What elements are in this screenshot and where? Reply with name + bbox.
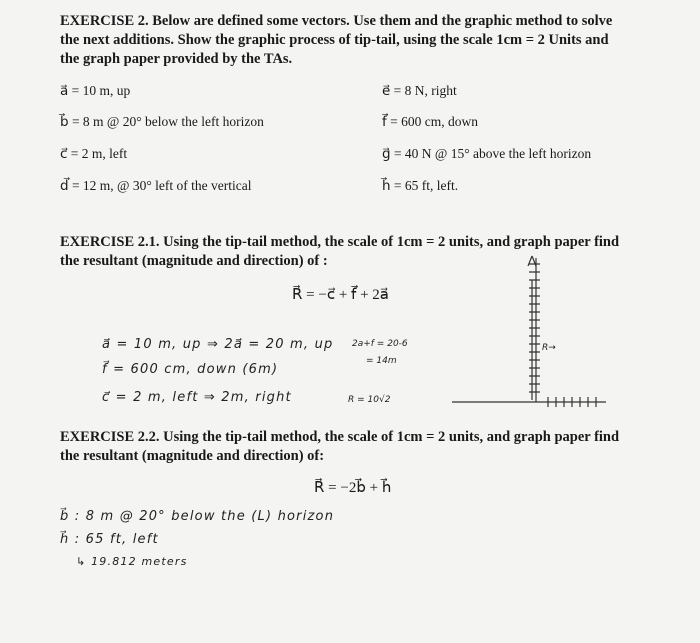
handwritten-f-line: f⃗ = 600 cm, down (6m) xyxy=(102,362,279,377)
graph-label: R→ xyxy=(542,343,556,353)
side-note-result: = 14m xyxy=(366,356,397,366)
exercise-2-line-3: the graph paper provided by the TAs. xyxy=(60,51,293,67)
handwritten-h-line: h⃗ : 65 ft, left xyxy=(60,532,159,547)
handwritten-c-line: c⃗ = 2 m, left ⇒ 2m, right xyxy=(102,390,292,405)
handwritten-b-line: b⃗ : 8 m @ 20° below the (L) horizon xyxy=(60,509,335,524)
exercise-2-1-line-1: EXERCISE 2.1. Using the tip-tail method, the scale of 1cm = 2 units, and graph paper find xyxy=(60,234,620,250)
exercise-2-line-2: the next additions. Show the graphic process of tip-tail, using the scale 1cm = 2 Units and xyxy=(60,32,609,48)
side-note-sum: 2a+f = 20-6 xyxy=(352,339,408,349)
vector-a-def: a⃗ = 10 m, up xyxy=(60,83,131,98)
exercise-2-1-equation: R⃗ = −c⃗ + f⃗ + 2a⃗ xyxy=(292,287,389,303)
vector-b-def: b⃗ = 8 m @ 20° below the left horizon xyxy=(60,114,264,129)
handwritten-a-line: a⃗ = 10 m, up ⇒ 2a⃗ = 20 m, up xyxy=(102,337,334,352)
vector-d-def: d⃗ = 12 m, @ 30° left of the vertical xyxy=(60,178,252,193)
graph-sketch xyxy=(450,252,610,412)
side-note-magnitude: R = 10√2 xyxy=(348,395,391,405)
vector-f-def: f⃗ = 600 cm, down xyxy=(382,114,478,129)
exercise-2-line-1: EXERCISE 2. Below are defined some vectors. Use them and the graphic method to solve xyxy=(60,13,613,29)
vector-h-def: h⃗ = 65 ft, left. xyxy=(382,178,459,193)
y-ticks xyxy=(529,264,540,392)
vector-g-def: g⃗ = 40 N @ 15° above the left horizon xyxy=(382,146,592,161)
handwritten-meters-line: ↳ 19.812 meters xyxy=(76,555,188,568)
exercise-2-2-line-1: EXERCISE 2.2. Using the tip-tail method, the scale of 1cm = 2 units, and graph paper find xyxy=(60,429,620,445)
vector-c-def: c⃗ = 2 m, left xyxy=(60,146,128,161)
exercise-2-2-line-2: the resultant (magnitude and direction) of: xyxy=(60,448,325,464)
exercise-2-2-equation: R⃗ = −2b⃗ + h⃗ xyxy=(314,480,392,496)
vector-e-def: e⃗ = 8 N, right xyxy=(382,83,457,98)
exercise-2-1-line-2: the resultant (magnitude and direction) of : xyxy=(60,253,328,269)
